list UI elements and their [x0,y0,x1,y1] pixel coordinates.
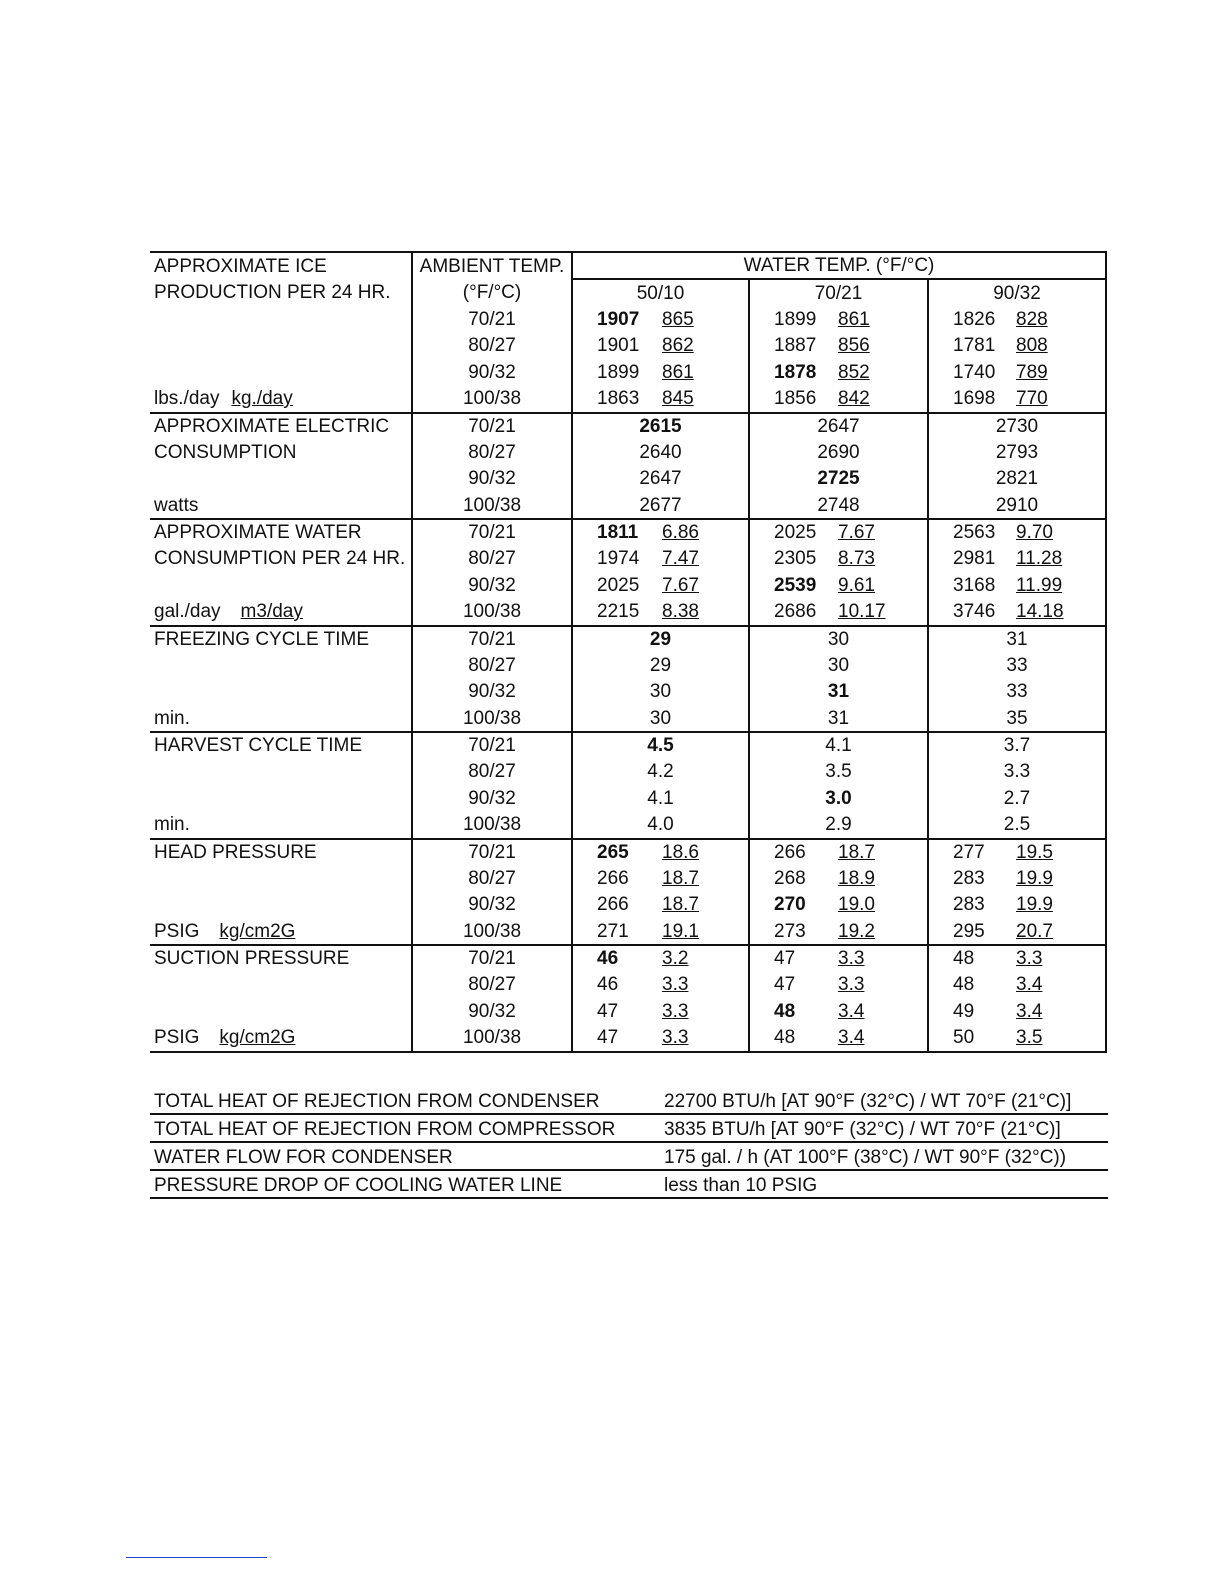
metric-value-cell: 842 [838,388,870,409]
ambient-temp-cell: 90/32 [412,678,572,705]
value-cell: 270 [749,891,838,918]
metric-value-cell: 3.5 [1016,1025,1106,1052]
value-cell: 2025 [572,572,662,599]
value-cell: 48 [928,945,1016,972]
ambient-temp-cell: 100/38 [412,492,572,519]
metric-value-cell: 7.67 [838,519,928,546]
metric-value-cell: 11.99 [1016,572,1106,599]
section-label [150,865,412,891]
value-cell: 1856 [749,386,838,413]
value-cell: 266 [749,839,838,866]
metric-value-cell: 3.3 [838,945,928,972]
section-label: FREEZING CYCLE TIME [150,626,412,653]
metric-value-cell: 10.17 [838,601,886,622]
value-cell: 2.9 [749,812,928,839]
value-cell: 2640 [572,439,749,465]
ambient-temp-cell: 70/21 [412,945,572,972]
metric-value-cell: 862 [662,335,694,356]
section-label [150,785,412,812]
value-cell: 2563 [928,519,1016,546]
ambient-temp-cell: 100/38 [412,386,572,413]
unit-label [150,1025,412,1052]
metric-value-cell: 19.5 [1016,839,1106,866]
value-cell: 1863 [572,386,662,413]
value-cell: 2821 [928,465,1106,492]
unit-label [150,386,412,413]
value-cell: 1899 [749,306,838,333]
metric-value-cell: 3.3 [662,974,689,995]
value-cell: 33 [928,678,1106,705]
metric-value-cell: 18.7 [838,839,928,866]
ambient-temp-cell: 100/38 [412,1025,572,1052]
metric-value-cell: 828 [1016,306,1106,333]
value-cell: 46 [572,945,662,972]
section-label [150,572,412,599]
footnote-rule [126,1557,267,1558]
metric-value-cell: 770 [1016,386,1106,413]
metric-value-cell: 3.4 [838,1000,865,1022]
value-cell: 3.5 [749,759,928,785]
metric-value-cell: 3.4 [1016,972,1106,998]
heat-label: TOTAL HEAT OF REJECTION FROM CONDENSER [150,1087,650,1114]
heat-value: less than 10 PSIG [650,1170,1108,1198]
unit-main: lbs./day [154,388,220,409]
heat-value: 22700 BTU/h [AT 90°F (32°C) / WT 70°F (21°C)] [650,1087,1108,1114]
value-cell: 2793 [928,439,1106,465]
metric-value-cell: 6.86 [662,519,749,546]
header-label-line1: APPROXIMATE ICE [150,252,412,279]
section-label [150,891,412,918]
value-cell: 3168 [928,572,1016,599]
ambient-temp-cell: 100/38 [412,599,572,626]
heat-value: 175 gal. / h (AT 100°F (38°C) / WT 90°F (32°C)) [650,1142,1108,1170]
metric-value-cell: 19.9 [1016,891,1106,918]
value-cell: 283 [928,891,1016,918]
heat-label: WATER FLOW FOR CONDENSER [150,1142,650,1170]
water-temp-header: WATER TEMP. (°F/°C) [572,252,1106,279]
metric-value-cell: 18.6 [662,839,749,866]
value-cell: 50 [928,1025,1016,1052]
ambient-temp-cell: 90/32 [412,891,572,918]
section-label: HEAD PRESSURE [150,839,412,866]
unit-label [150,812,412,839]
value-cell: 1878 [749,359,838,386]
heat-rejection-table [150,1087,1108,1199]
section-label [150,359,412,386]
value-cell: 30 [749,652,928,678]
value-cell: 2305 [749,546,838,572]
ambient-temp-cell: 100/38 [412,918,572,945]
value-cell: 1899 [572,359,662,386]
metric-value-cell: 3.3 [662,1025,749,1052]
metric-value-cell: 861 [662,361,694,383]
value-cell: 2647 [749,413,928,440]
value-cell: 1887 [749,333,838,359]
section-label: CONSUMPTION PER 24 HR. [154,548,406,569]
metric-value-cell: 789 [1016,359,1106,386]
value-cell: 2725 [749,465,928,492]
value-cell: 2025 [749,519,838,546]
value-cell: 29 [572,652,749,678]
heat-label: PRESSURE DROP OF COOLING WATER LINE [150,1170,650,1198]
section-label [150,306,412,333]
metric-value-cell: 3.2 [662,945,749,972]
value-cell: 266 [572,891,662,918]
section-label [150,465,412,492]
ambient-temp-cell: 70/21 [412,306,572,333]
value-cell: 1781 [928,333,1016,359]
value-cell: 283 [928,865,1016,891]
ambient-temp-cell: 90/32 [412,465,572,492]
value-cell: 2981 [928,546,1016,572]
heat-label: TOTAL HEAT OF REJECTION FROM COMPRESSOR [150,1114,650,1142]
metric-value-cell: 19.9 [1016,865,1106,891]
metric-value-cell: 856 [838,335,870,356]
water-col-header: 50/10 [572,279,749,306]
value-cell: 1698 [928,386,1016,413]
section-label [150,652,412,678]
ambient-header-line2: (°F/°C) [412,279,572,306]
unit-main: watts [154,494,199,516]
metric-value-cell: 3.4 [1016,998,1106,1025]
metric-value-cell: 3.4 [838,1025,928,1052]
value-cell: 265 [572,839,662,866]
value-cell: 48 [928,972,1016,998]
value-cell: 1811 [572,519,662,546]
value-cell: 47 [749,972,838,998]
value-cell: 49 [928,998,1016,1025]
section-label [150,333,412,359]
ambient-temp-cell: 80/27 [412,972,572,998]
value-cell: 33 [928,652,1106,678]
ambient-temp-cell: 90/32 [412,785,572,812]
metric-value-cell: 19.2 [838,920,875,942]
value-cell: 47 [572,998,662,1025]
value-cell: 1826 [928,306,1016,333]
section-label: APPROXIMATE ELECTRIC [150,413,412,440]
water-col-header: 70/21 [749,279,928,306]
value-cell: 1907 [572,306,662,333]
value-cell: 4.1 [572,785,749,812]
metric-value-cell: 852 [838,361,870,383]
section-label: APPROXIMATE WATER [150,519,412,546]
section-label: SUCTION PRESSURE [150,945,412,972]
metric-value-cell: 865 [662,308,694,330]
value-cell: 30 [749,626,928,653]
section-label [150,998,412,1025]
metric-value-cell: 18.7 [662,894,699,915]
ambient-temp-cell: 80/27 [412,865,572,891]
water-col-header: 90/32 [928,279,1106,306]
section-label [150,678,412,705]
value-cell: 47 [572,1025,662,1052]
ambient-temp-cell: 70/21 [412,732,572,759]
ambient-temp-cell: 100/38 [412,812,572,839]
unit-main: min. [154,707,190,729]
unit-label [150,599,412,626]
performance-table [150,251,1107,1053]
value-cell: 31 [749,705,928,732]
value-cell: 31 [928,626,1106,653]
ambient-temp-cell: 80/27 [412,652,572,678]
value-cell: 2748 [749,492,928,519]
section-label: CONSUMPTION [154,441,297,463]
metric-value-cell: 7.47 [662,548,699,569]
value-cell: 2677 [572,492,749,519]
value-cell: 30 [572,705,749,732]
metric-value-cell: 808 [1016,333,1106,359]
value-cell: 295 [928,918,1016,945]
unit-label [150,705,412,732]
value-cell: 277 [928,839,1016,866]
unit-main: PSIG [154,920,200,942]
ambient-header-line1: AMBIENT TEMP. [412,252,572,279]
unit-sub: m3/day [240,601,303,622]
value-cell: 31 [749,678,928,705]
value-cell: 3.3 [928,759,1106,785]
ambient-temp-cell: 70/21 [412,839,572,866]
metric-value-cell: 3.3 [1016,945,1106,972]
ambient-temp-cell: 100/38 [412,705,572,732]
unit-main: min. [154,814,190,835]
value-cell: 3.7 [928,732,1106,759]
heat-value: 3835 BTU/h [AT 90°F (32°C) / WT 70°F (21°C)] [650,1114,1108,1142]
unit-sub: kg./day [231,388,293,409]
value-cell: 3.0 [749,785,928,812]
ambient-temp-cell: 90/32 [412,998,572,1025]
metric-value-cell: 3.3 [838,974,865,995]
metric-value-cell: 845 [662,388,694,409]
value-cell: 48 [749,1025,838,1052]
ambient-temp-cell: 70/21 [412,626,572,653]
value-cell: 48 [749,998,838,1025]
value-cell: 2539 [749,572,838,599]
value-cell: 2690 [749,439,928,465]
metric-value-cell: 14.18 [1016,599,1106,626]
value-cell: 2686 [749,599,838,626]
ambient-temp-cell: 80/27 [412,439,572,465]
value-cell: 4.0 [572,812,749,839]
metric-value-cell: 8.38 [662,601,699,622]
value-cell: 2.7 [928,785,1106,812]
metric-value-cell: 19.0 [838,894,875,915]
value-cell: 2730 [928,413,1106,440]
metric-value-cell: 8.73 [838,548,875,569]
ambient-temp-cell: 80/27 [412,333,572,359]
unit-main: PSIG [154,1027,200,1048]
ambient-temp-cell: 90/32 [412,572,572,599]
section-label: HARVEST CYCLE TIME [150,732,412,759]
metric-value-cell: 7.67 [662,574,699,596]
value-cell: 1974 [572,546,662,572]
unit-sub: kg/cm2G [219,920,296,942]
metric-value-cell: 19.1 [662,920,699,942]
value-cell: 266 [572,865,662,891]
section-label [150,972,412,998]
value-cell: 2910 [928,492,1106,519]
section-label [150,759,412,785]
ambient-temp-cell: 70/21 [412,519,572,546]
metric-value-cell: 861 [838,308,870,330]
value-cell: 268 [749,865,838,891]
value-cell: 271 [572,918,662,945]
value-cell: 3746 [928,599,1016,626]
metric-value-cell: 3.3 [662,1000,689,1022]
unit-label [150,492,412,519]
value-cell: 273 [749,918,838,945]
value-cell: 1740 [928,359,1016,386]
value-cell: 4.5 [572,732,749,759]
value-cell: 47 [749,945,838,972]
metric-value-cell: 18.9 [838,867,875,889]
value-cell: 2615 [572,413,749,440]
ambient-temp-cell: 80/27 [412,759,572,785]
ambient-temp-cell: 70/21 [412,413,572,440]
value-cell: 2215 [572,599,662,626]
metric-value-cell: 11.28 [1016,546,1106,572]
metric-value-cell: 18.7 [662,867,699,889]
metric-value-cell: 9.61 [838,574,875,596]
header-label-line2: PRODUCTION PER 24 HR. [154,282,391,303]
unit-main: gal./day [154,601,221,622]
metric-value-cell: 20.7 [1016,918,1106,945]
ambient-temp-cell: 90/32 [412,359,572,386]
ambient-temp-cell: 80/27 [412,546,572,572]
value-cell: 1901 [572,333,662,359]
unit-sub: kg/cm2G [219,1027,296,1048]
metric-value-cell: 9.70 [1016,519,1106,546]
value-cell: 35 [928,705,1106,732]
value-cell: 4.2 [572,759,749,785]
value-cell: 4.1 [749,732,928,759]
value-cell: 2.5 [928,812,1106,839]
unit-label [150,918,412,945]
value-cell: 46 [572,972,662,998]
value-cell: 2647 [572,465,749,492]
value-cell: 30 [572,678,749,705]
value-cell: 29 [572,626,749,653]
